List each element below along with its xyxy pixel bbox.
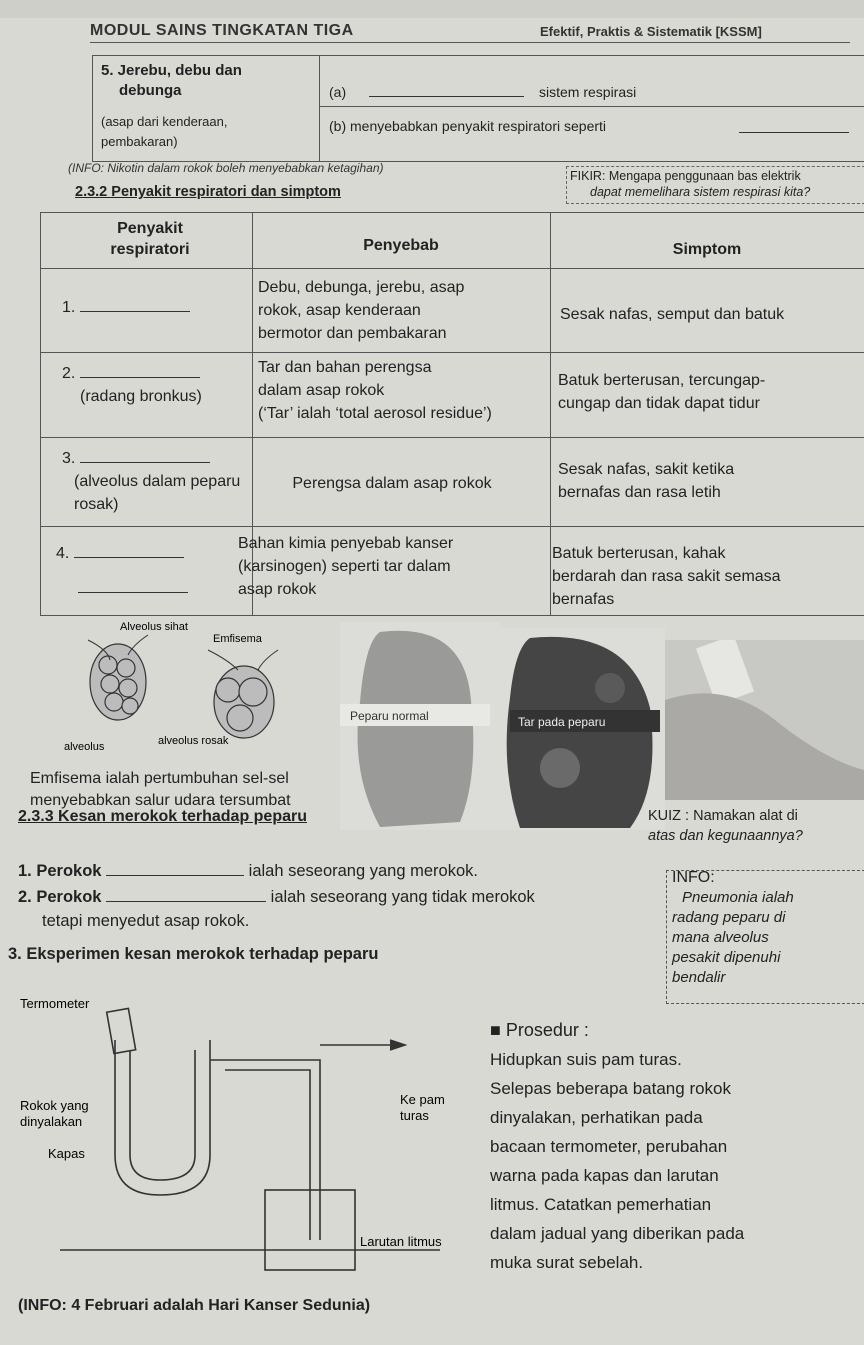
label-turas: turas [400,1108,429,1123]
question-2-cont: tetapi menyedut asap rokok. [42,912,250,930]
q5-desc: (asap dari kenderaan, [101,114,228,129]
label-alveolus-rosak: alveolus rosak [158,735,229,747]
row1-cause: Debu, debunga, jerebu, asap rokok, asap kenderaan bermotor dan pembakaran [258,279,465,342]
fikir-line-1: FIKIR: Mengapa penggunaan bas elektrik [570,169,801,183]
header-penyakit: Penyakit respiratori [110,220,190,258]
tar-lung-photo [500,628,665,830]
row4-symptom: Batuk berterusan, kahak berdarah dan rasa sakit semasa bernafas [552,545,781,608]
row4-cause: Bahan kimia penyebab kanser (karsinogen) seperti tar dalam asap rokok [238,535,454,598]
question-2: 2. Perokok ialah seseorang yang tidak merokok [18,888,535,906]
label-alveolus-sihat: Alveolus sihat [120,621,188,633]
q5-left-cell [93,56,320,161]
q5-desc-2: pembakaran) [101,134,178,149]
row2-cause: Tar dan bahan perengsa dalam asap rokok (‘Tar’ ialah ‘total aerosol residue’) [258,359,492,422]
header-simptom: Simptom [672,241,742,258]
label-larutan-litmus: Larutan litmus [360,1234,442,1249]
q5-title: 5. Jerebu, debu dan [101,62,242,79]
prosedur: ■ Prosedur : Hidupkan suis pam turas. Selepas beberapa batang rokok dinyalakan, perhatikan pada bacaan termometer, perubahan warna pada kapas dan larutan litmus. Catatkan pemerhatian dalam jadual yang diberikan pada muka surat sebelah. [490,1016,860,1277]
spray-device-photo [665,640,864,800]
row4-num: 4. [56,542,184,565]
q5-a-label: (a) [329,84,347,100]
label-emfisema: Emfisema [213,633,262,645]
row3-cause: Perengsa dalam asap rokok [292,475,492,492]
smoking-experiment-apparatus [20,990,480,1290]
kuiz-text: KUIZ : Namakan alat di atas dan kegunaannya? [648,808,803,844]
q5-b-blank[interactable] [739,132,849,133]
table-header-rule [40,268,864,269]
table-border-top [40,212,864,213]
table-col-rule [550,212,551,616]
prosedur-title: ■ Prosedur : [490,1020,589,1040]
fikir-question [570,168,864,200]
q5-row-divider [319,106,864,107]
section-heading-233: 2.3.3 Kesan merokok terhadap peparu [18,808,307,825]
row4-disease-blank-2[interactable] [78,592,188,593]
info-nikotin: (INFO: Nikotin dalam rokok boleh menyebabkan ketagihan) [68,161,384,175]
row3-disease-blank[interactable] [80,448,210,463]
respiratory-disease-table [40,212,864,616]
label-kapas: Kapas [48,1146,85,1161]
row1-num: 1. [62,296,190,319]
label-rokok: Rokok yang [20,1098,89,1113]
info-pneumonia: INFO: Pneumonia ialah radang peparu di mana alveolus pesakit dipenuhi bendalir [672,869,794,986]
fikir-line-2: dapat memelihara sistem respirasi kita? [590,185,811,199]
question-3: 3. Eksperimen kesan merokok terhadap peparu [8,945,379,963]
header-rule [90,42,850,43]
table-row-rule [40,526,864,527]
row2-num: 2. [62,362,200,385]
q5-table [92,55,864,162]
table-border-bottom [40,615,864,616]
q1-blank[interactable] [106,875,244,876]
module-title: MODUL SAINS TINGKATAN TIGA [90,22,354,39]
q5-a-blank[interactable] [369,96,524,97]
q5-a-text: sistem respirasi [539,84,637,100]
page-top-strip [0,0,864,18]
row3-num: 3. [62,447,210,470]
row1-symptom: Sesak nafas, semput dan batuk [560,306,785,323]
row3-symptom: Sesak nafas, sakit ketika bernafas dan rasa letih [558,461,735,501]
label-alveolus: alveolus [64,741,105,753]
label-rokok-2: dinyalakan [20,1114,83,1129]
label-tar-pada-peparu: Tar pada peparu [518,715,606,729]
table-border-left [40,212,41,616]
table-row-rule [40,352,864,353]
row3-disease: (alveolus dalam peparu rosak) [74,473,241,513]
question-1: 1. Perokok ialah seseorang yang merokok. [18,862,478,880]
row1-disease-blank[interactable] [80,297,190,312]
row2-disease-blank[interactable] [80,363,200,378]
row4-disease-blank[interactable] [74,543,184,558]
row2-disease: (radang bronkus) [80,388,202,405]
module-tagline: Efektif, Praktis & Sistematik [KSSM] [540,24,762,39]
label-termometer: Termometer [20,996,90,1011]
table-row-rule [40,437,864,438]
label-ke-pam: Ke pam [400,1092,445,1107]
q5-title-2: debunga [119,82,182,99]
q2-blank[interactable] [106,901,266,902]
normal-lung-photo [340,622,500,830]
emfisema-text: Emfisema ialah pertumbuhan sel-sel menyebabkan salur udara tersumbat [30,770,291,809]
q5-b-text: (b) menyebabkan penyakit respiratori seperti [329,118,607,134]
section-heading-232: 2.3.2 Penyakit respiratori dan simptom [75,184,341,200]
label-peparu-normal: Peparu normal [350,709,429,723]
alveolus-diagram [48,620,338,760]
row2-symptom: Batuk berterusan, tercungap- cungap dan tidak dapat tidur [558,372,766,412]
header-penyebab: Penyebab [363,237,439,254]
info-kanser: (INFO: 4 Februari adalah Hari Kanser Sedunia) [18,1297,371,1314]
